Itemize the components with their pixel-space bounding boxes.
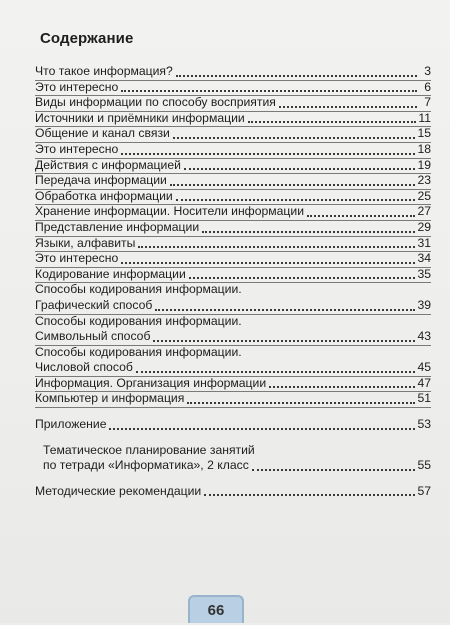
toc-entry[interactable] — [35, 111, 431, 127]
dot-leader — [155, 309, 415, 311]
dot-leader — [307, 215, 415, 217]
toc-entry-page: 11 — [418, 110, 431, 125]
toc-entry-title: Компьютер и информация — [35, 391, 185, 406]
toc-entry-title-line1: Способы кодирования информации. — [35, 282, 242, 297]
toc-entry[interactable] — [35, 282, 431, 313]
toc-entry-title: Хранение информации. Носители информации — [35, 204, 305, 219]
toc-entry-title: Что такое информация? — [35, 64, 173, 78]
toc-entry-page: 3 — [424, 64, 431, 78]
toc-entry[interactable] — [35, 64, 431, 80]
dot-leader — [189, 277, 416, 279]
toc-entry[interactable] — [35, 158, 431, 174]
toc-entry[interactable] — [35, 189, 431, 205]
toc-entry-title: Это интересно — [35, 251, 119, 266]
toc-entry-page: 51 — [417, 391, 431, 406]
dot-leader — [170, 184, 416, 186]
toc-entry-page: 7 — [424, 95, 431, 110]
toc-entry-title: Это интересно — [35, 141, 119, 156]
dot-leader — [248, 121, 417, 123]
toc-entry-title-line2: Символьный способ — [35, 329, 151, 344]
toc-entry-page: 53 — [417, 417, 431, 432]
toc-entry-page: 25 — [417, 188, 431, 203]
dot-leader — [204, 494, 415, 496]
toc-entry-page: 34 — [417, 251, 431, 266]
dot-leader — [269, 386, 415, 388]
toc-entry[interactable] — [35, 173, 431, 189]
toc-entry[interactable] — [35, 142, 431, 158]
toc-entry-title: Это интересно — [35, 79, 119, 94]
toc-entry-page: 45 — [417, 360, 431, 375]
toc-entry-page: 47 — [417, 375, 431, 390]
toc-entry[interactable] — [43, 443, 431, 474]
toc-entry[interactable] — [35, 95, 431, 111]
toc-entry-title-line1: Тематическое планирование занятий — [43, 442, 255, 457]
toc-entry-page: 6 — [424, 79, 431, 94]
toc-entry-page: 31 — [417, 235, 431, 250]
toc-entry-title-line1: Способы кодирования информации. — [35, 344, 242, 359]
dot-leader — [176, 199, 416, 201]
dot-leader — [173, 137, 416, 139]
toc-heading: Содержание — [40, 30, 134, 47]
toc-entry-page: 23 — [417, 173, 431, 188]
toc-entry-title-line2: по тетради «Информатика», 2 класс — [43, 458, 249, 473]
dot-leader — [187, 402, 415, 404]
toc-entry-page: 18 — [417, 141, 431, 156]
toc-entry[interactable] — [35, 484, 431, 500]
toc-entry[interactable] — [35, 80, 431, 96]
toc-entry-page: 35 — [417, 266, 431, 281]
toc-entry[interactable] — [35, 236, 431, 252]
dot-leader — [136, 371, 416, 373]
toc-entry-page: 43 — [417, 329, 431, 344]
underline — [35, 407, 431, 408]
dot-leader — [252, 469, 416, 471]
toc-entry-page: 57 — [417, 483, 431, 498]
dot-leader — [279, 106, 417, 108]
toc-entry-page: 19 — [417, 157, 431, 172]
toc-entry[interactable] — [35, 251, 431, 267]
toc-entry-title: Языки, алфавиты — [35, 235, 136, 250]
toc-entry-title: Общение и канал связи — [35, 126, 170, 141]
dot-leader — [138, 246, 415, 248]
toc-entry-title: Виды информации по способу восприятия — [35, 95, 276, 110]
toc-entry-title-line1: Способы кодирования информации. — [35, 313, 242, 328]
toc-entry-title-line2: Числовой способ — [35, 360, 133, 375]
toc-entry-page: 15 — [417, 126, 431, 141]
toc-entry-title-line2: Графический способ — [35, 297, 153, 312]
toc-entry[interactable] — [35, 267, 431, 283]
dot-leader — [202, 231, 415, 233]
toc-entry[interactable] — [35, 204, 431, 220]
page-number-badge: 66 — [188, 595, 244, 623]
toc-entry-title: Обработка информации — [35, 188, 173, 203]
table-of-contents — [35, 64, 431, 499]
dot-leader — [121, 153, 415, 155]
toc-entry-title: Кодирование информации — [35, 266, 186, 281]
toc-entry[interactable] — [35, 376, 431, 392]
toc-entry[interactable] — [35, 126, 431, 142]
toc-entry-page: 27 — [417, 204, 431, 219]
toc-entry-page: 55 — [417, 458, 431, 473]
toc-entry-title: Источники и приёмники информации — [35, 110, 245, 125]
toc-entry[interactable] — [35, 391, 431, 407]
toc-entry-title: Информация. Организация информации — [35, 375, 267, 390]
dot-leader — [184, 168, 416, 170]
toc-entry-title: Методические рекомендации — [35, 483, 202, 498]
dot-leader — [121, 90, 417, 92]
toc-entry[interactable] — [35, 345, 431, 376]
toc-entry-title: Приложение — [35, 417, 107, 432]
dot-leader — [121, 262, 415, 264]
toc-entry-page: 29 — [417, 219, 431, 234]
toc-entry-page: 39 — [417, 297, 431, 312]
toc-entry-title: Представление информации — [35, 219, 200, 234]
toc-entry-title: Передача информации — [35, 173, 167, 188]
dot-leader — [109, 428, 415, 430]
toc-entry-title: Действия с информацией — [35, 157, 181, 172]
dot-leader — [153, 340, 415, 342]
toc-entry[interactable] — [35, 314, 431, 345]
toc-entry[interactable] — [35, 220, 431, 236]
dot-leader — [176, 75, 417, 77]
toc-entry[interactable] — [35, 417, 431, 433]
